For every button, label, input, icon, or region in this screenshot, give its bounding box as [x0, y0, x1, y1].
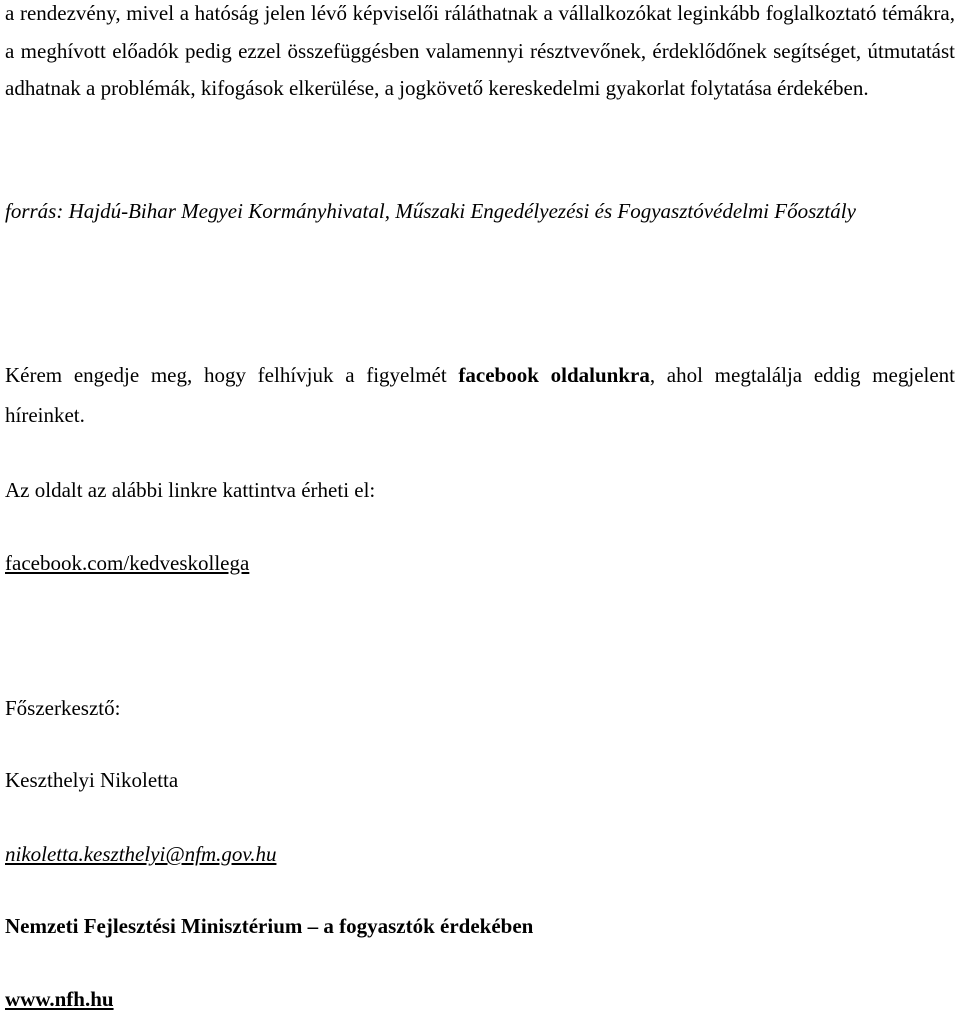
website-line — [5, 985, 114, 1013]
facebook-link-line — [5, 549, 249, 577]
editor-name: Keszthelyi Nikoletta — [5, 768, 179, 792]
facebook-notice-text-end: , ahol megtalálja eddig megjelent híreinket. — [5, 363, 955, 427]
intro-paragraph: a rendezvény, mivel a hatóság jelen lévő képviselői ráláthatnak a vállalkozókat leginkább foglalkoztató témákra, a meghívott előadók pedig ezzel összefüggésben valamennyi résztvevőnek, érdeklődőnek segítséget, útmutatást adhatnak a problémák, kifogások elkerülése, a jogkövető kereskedelmi gyakorlat folytatása érdekében. — [5, 1, 955, 100]
editor-email-line — [5, 840, 276, 868]
facebook-notice-text: Kérem engedje meg, hogy felhívjuk a figyelmét — [5, 363, 459, 387]
website-link[interactable]: www.nfh.hu — [5, 987, 114, 1011]
source-note: forrás: Hajdú-Bihar Megyei Kormányhivatal, Műszaki Engedélyezési és Fogyasztóvédelmi Főosztály — [5, 199, 856, 223]
facebook-link[interactable]: facebook.com/kedveskollega — [5, 551, 250, 575]
facebook-notice-bold: facebook oldalunkra — [458, 363, 650, 387]
editor-label: Főszerkesztő: — [5, 696, 121, 720]
facebook-notice — [5, 355, 955, 435]
link-intro: Az oldalt az alábbi linkre kattintva érheti el: — [5, 478, 376, 502]
ministry-line: Nemzeti Fejlesztési Minisztérium – a fogyasztók érdekében — [5, 914, 534, 938]
editor-email-link[interactable]: nikoletta.keszthelyi@nfm.gov.hu — [5, 842, 277, 866]
